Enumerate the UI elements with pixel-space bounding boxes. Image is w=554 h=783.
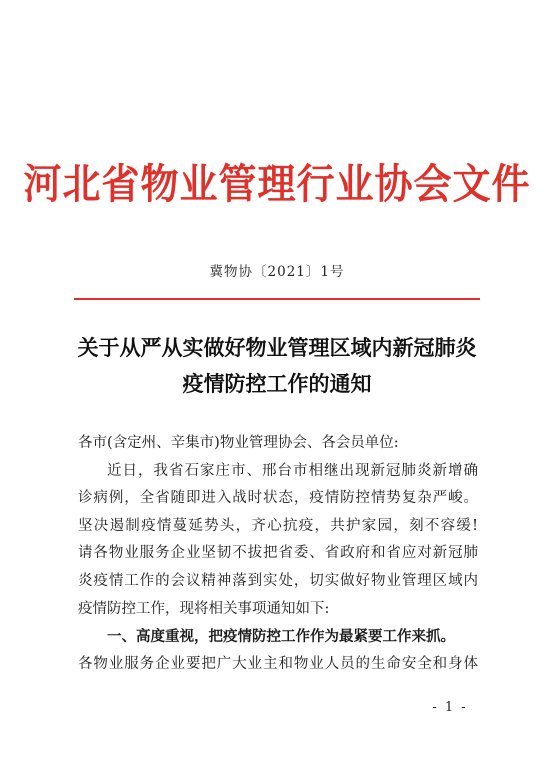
notice-body xyxy=(78,430,478,678)
paragraph-line: 各物业服务企业要把广大业主和物业人员的生命安全和身体 xyxy=(78,655,478,672)
section-heading-1: 一、高度重视，把疫情防控工作作为最紧要工作来抓。 xyxy=(107,628,455,646)
paragraph-line: 近日，我省石家庄市、邢台市相继出现新冠肺炎新增确 xyxy=(107,462,478,479)
org-masthead-title: 河北省物业管理行业协会文件 xyxy=(23,159,531,208)
paragraph-line: 坚决遏制疫情蔓延势头，齐心抗疫，共护家园，刻不容缓! xyxy=(78,517,478,534)
paragraph-line: 请各物业服务企业坚韧不拔把省委、省政府和省应对新冠肺 xyxy=(78,545,478,562)
page-number: - 1 - xyxy=(432,700,468,715)
notice-title xyxy=(0,330,554,402)
red-divider-line xyxy=(74,298,480,300)
salutation: 各市(含定州、辛集市)物业管理协会、各会员单位: xyxy=(78,435,399,451)
notice-title-line-1: 关于从严从实做好物业管理区域内新冠肺炎 xyxy=(77,335,477,360)
document-number: 冀物协〔2021〕1号 xyxy=(209,264,345,280)
paragraph-line: 疫情防控工作，现将相关事项通知如下: xyxy=(78,600,330,617)
paragraph-line: 诊病例，全省随即进入战时状态，疫情防控情势复杂严峻。 xyxy=(78,490,478,507)
notice-title-line-2: 疫情防控工作的通知 xyxy=(182,371,372,396)
paragraph-line: 炎疫情工作的会议精神落到实处，切实做好物业管理区域内 xyxy=(78,572,478,589)
